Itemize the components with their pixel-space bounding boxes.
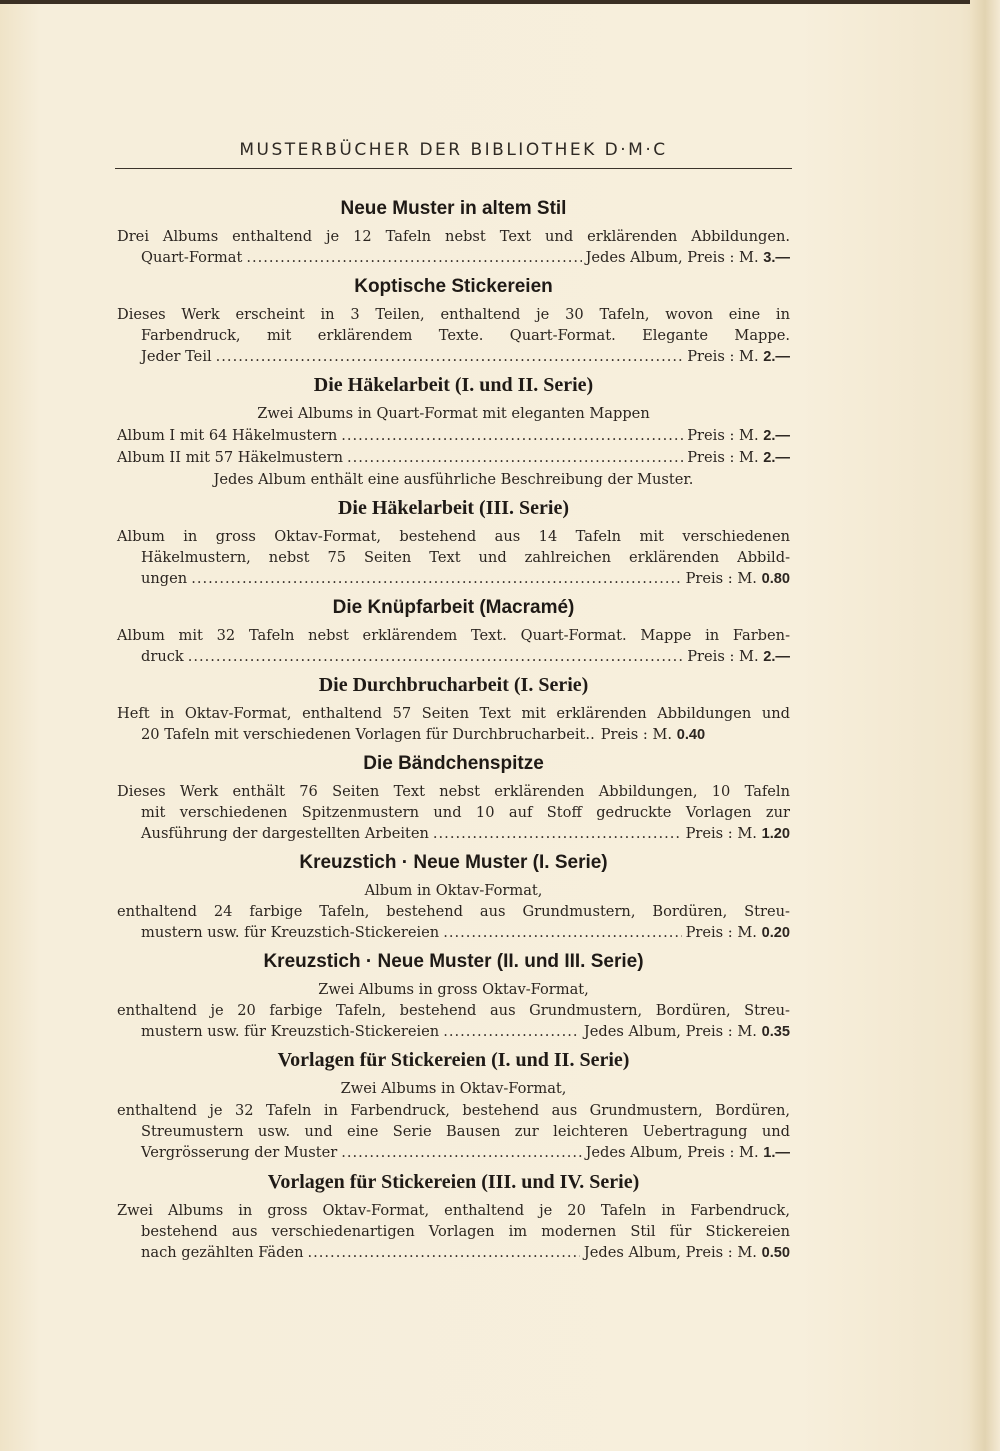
- price-value: [586, 247, 790, 269]
- catalog-entry: [117, 198, 790, 270]
- price-line: [117, 425, 790, 447]
- catalog-entry: [117, 852, 790, 945]
- leader-dots: [191, 568, 681, 589]
- price-prefix: Preis : M.: [687, 449, 759, 467]
- price-label: Jeder Teil: [141, 348, 212, 366]
- catalog-entry: [117, 951, 790, 1044]
- entry-text-line: Streumustern usw. und eine Serie Bausen zur leichteren Uebertragung und: [141, 1123, 790, 1141]
- entry-title: Die Häkelarbeit (I. und II. Serie): [313, 374, 594, 397]
- catalog-entry: [117, 497, 790, 591]
- catalog-entry: [117, 674, 790, 747]
- price-line: [117, 447, 790, 469]
- leader-dots: [347, 447, 683, 468]
- price-prefix: Preis : M.: [685, 924, 757, 942]
- entry-text-line: Drei Albums enthaltend je 12 Tafeln nebst Text und erklärenden Abbildungen.: [117, 228, 790, 245]
- price-line: [117, 922, 790, 944]
- entry-text-line: bestehend aus verschiedenartigen Vorlagen im modernen Stil für Stickereien: [141, 1222, 790, 1240]
- price-prefix: Preis : M.: [687, 426, 759, 444]
- entry-text-line: Dieses Werk erscheint in 3 Teilen, enthaltend je 30 Tafeln, wovon eine in: [117, 305, 790, 323]
- price-label: mustern usw. für Kreuzstich-Stickereien: [141, 924, 440, 942]
- price-label: Vergrösserung der Muster: [141, 1144, 338, 1162]
- price-amount: 2.—: [763, 450, 790, 467]
- page-binding-edge: [970, 0, 1000, 1451]
- price-line: [117, 247, 790, 269]
- running-header: MUSTERBÜCHER DER BIBLIOTHEK D·M·C: [239, 140, 668, 160]
- price-amount: 2.—: [763, 349, 790, 366]
- price-value: [586, 1142, 790, 1164]
- price-value: [584, 1021, 790, 1043]
- catalog-entry: [117, 1049, 790, 1164]
- price-prefix: Jedes Album, Preis : M.: [585, 1144, 759, 1162]
- leader-dots: [443, 922, 681, 943]
- price-label: ungen: [141, 570, 188, 588]
- entry-title: Vorlagen für Stickereien (I. und II. Serie): [277, 1049, 630, 1072]
- price-prefix: Preis : M.: [685, 825, 757, 843]
- price-amount: 0.80: [761, 571, 790, 588]
- price-line: [117, 646, 790, 668]
- entry-title: Die Durchbrucharbeit (I. Serie): [318, 674, 589, 697]
- leader-dots: [341, 425, 683, 446]
- price-label: nach gezählten Fäden: [141, 1244, 304, 1262]
- entry-subtitle: Zwei Albums in gross Oktav-Format,: [318, 980, 589, 998]
- entry-footnote: Jedes Album enthält eine ausführliche Beschreibung der Muster.: [213, 471, 694, 489]
- entry-title: Kreuzstich · Neue Muster (I. Serie): [299, 851, 608, 873]
- price-amount: 0.35: [761, 1024, 790, 1041]
- catalog-entry: [117, 597, 790, 669]
- leader-dots: [308, 1242, 580, 1263]
- price-amount: 0.50: [761, 1245, 790, 1262]
- leader-dots: [188, 646, 683, 667]
- price-amount: 0.40: [676, 727, 706, 744]
- catalog-entry: [117, 276, 790, 369]
- price-line: [117, 1142, 790, 1164]
- price-value: [686, 922, 790, 944]
- price-label: Quart-Format: [141, 249, 243, 267]
- entry-title: Vorlagen für Stickereien (III. und IV. Serie): [267, 1170, 640, 1193]
- price-amount: 3.—: [763, 250, 790, 267]
- price-label: Album II mit 57 Häkelmustern: [117, 449, 343, 467]
- leader-dots: [216, 346, 684, 367]
- price-line: [117, 1021, 790, 1043]
- entry-text-line: enthaltend je 20 farbige Tafeln, bestehend aus Grundmustern, Bordüren, Streu-: [117, 1001, 790, 1019]
- price-line: [117, 1242, 790, 1264]
- price-value: [686, 823, 790, 845]
- entry-subtitle: Zwei Albums in Oktav-Format,: [340, 1080, 567, 1098]
- catalog-entry: [117, 753, 790, 846]
- leader-dots: [341, 1142, 581, 1163]
- entry-text-line: enthaltend je 32 Tafeln in Farbendruck, bestehend aus Grundmustern, Bordüren,: [117, 1101, 790, 1119]
- price-prefix: Preis : M.: [685, 570, 757, 588]
- leader-dots: [443, 1021, 580, 1042]
- price-value: [601, 724, 705, 746]
- price-label: mustern usw. für Kreuzstich-Stickereien: [141, 1023, 440, 1041]
- entry-title: Die Bändchenspitze: [363, 752, 544, 774]
- entry-title: Neue Muster in altem Stil: [340, 198, 567, 219]
- price-value: [687, 646, 790, 668]
- page-top-edge: [0, 0, 1000, 4]
- price-amount: 1.—: [763, 1145, 790, 1162]
- price-line: [117, 568, 790, 590]
- entry-title: Koptische Stickereien: [354, 275, 553, 297]
- price-prefix: Jedes Album, Preis : M.: [583, 1023, 757, 1041]
- entry-title: Die Knüpfarbeit (Macramé): [332, 596, 575, 618]
- catalog-entry: [117, 1171, 790, 1265]
- price-line: [117, 346, 790, 368]
- price-prefix: Preis : M.: [687, 647, 759, 665]
- entry-text-line: enthaltend 24 farbige Tafeln, bestehend aus Grundmustern, Bordüren, Streu-: [117, 902, 790, 920]
- price-amount: 0.20: [761, 925, 790, 942]
- catalog-entry: [117, 374, 790, 490]
- price-prefix: Preis : M.: [687, 348, 759, 366]
- price-value: [687, 346, 790, 368]
- entry-text-line: Häkelmustern, nebst 75 Seiten Text und zahlreichen erklärenden Abbild-: [141, 548, 790, 566]
- price-prefix: Jedes Album, Preis : M.: [583, 1244, 757, 1262]
- entry-text-line: mit verschiedenen Spitzenmustern und 10 auf Stoff gedruckte Vorlagen zur: [141, 804, 790, 822]
- price-amount: 2.—: [763, 648, 790, 665]
- leader-dots: [246, 247, 581, 268]
- price-amount: 1.20: [761, 826, 790, 843]
- price-label: 20 Tafeln mit verschiedenen Vorlagen für Durchbrucharbeit..: [141, 726, 595, 744]
- price-value: [687, 425, 790, 447]
- entry-text-line: Heft in Oktav-Format, enthaltend 57 Seiten Text mit erklärenden Abbildungen und: [117, 705, 790, 723]
- header-rule: [115, 168, 792, 169]
- entry-text-line: Album in gross Oktav-Format, bestehend aus 14 Tafeln mit verschiedenen: [117, 527, 790, 545]
- price-label: druck: [141, 647, 184, 665]
- price-label: Album I mit 64 Häkelmustern: [117, 426, 338, 444]
- price-amount: 2.—: [763, 427, 790, 444]
- entry-title: Kreuzstich · Neue Muster (II. und III. Serie): [263, 950, 644, 972]
- catalog-list: [117, 192, 790, 1267]
- entry-text-line: Zwei Albums in gross Oktav-Format, enthaltend je 20 Tafeln in Farbendruck,: [117, 1201, 790, 1219]
- entry-title: Die Häkelarbeit (III. Serie): [337, 496, 570, 519]
- price-line: [117, 724, 790, 746]
- entry-text-line: Dieses Werk enthält 76 Seiten Text nebst erklärenden Abbildungen, 10 Tafeln: [117, 782, 790, 800]
- entry-text-line: Album mit 32 Tafeln nebst erklärendem Text. Quart-Format. Mappe in Farben-: [117, 626, 790, 644]
- price-value: [687, 447, 790, 469]
- price-value: [584, 1242, 790, 1264]
- entry-subtitle: Zwei Albums in Quart-Format mit eleganten Mappen: [257, 405, 650, 423]
- entry-subtitle: Album in Oktav-Format,: [364, 881, 543, 899]
- leader-dots: [433, 823, 682, 844]
- price-value: [686, 568, 790, 590]
- price-line: [117, 823, 790, 845]
- price-label: Ausführung der dargestellten Arbeiten: [141, 825, 429, 843]
- entry-text-line: Farbendruck, mit erklärendem Texte. Quart-Format. Elegante Mappe.: [141, 326, 790, 344]
- price-prefix: Jedes Album, Preis : M.: [585, 249, 759, 267]
- price-prefix: Preis : M.: [600, 726, 673, 744]
